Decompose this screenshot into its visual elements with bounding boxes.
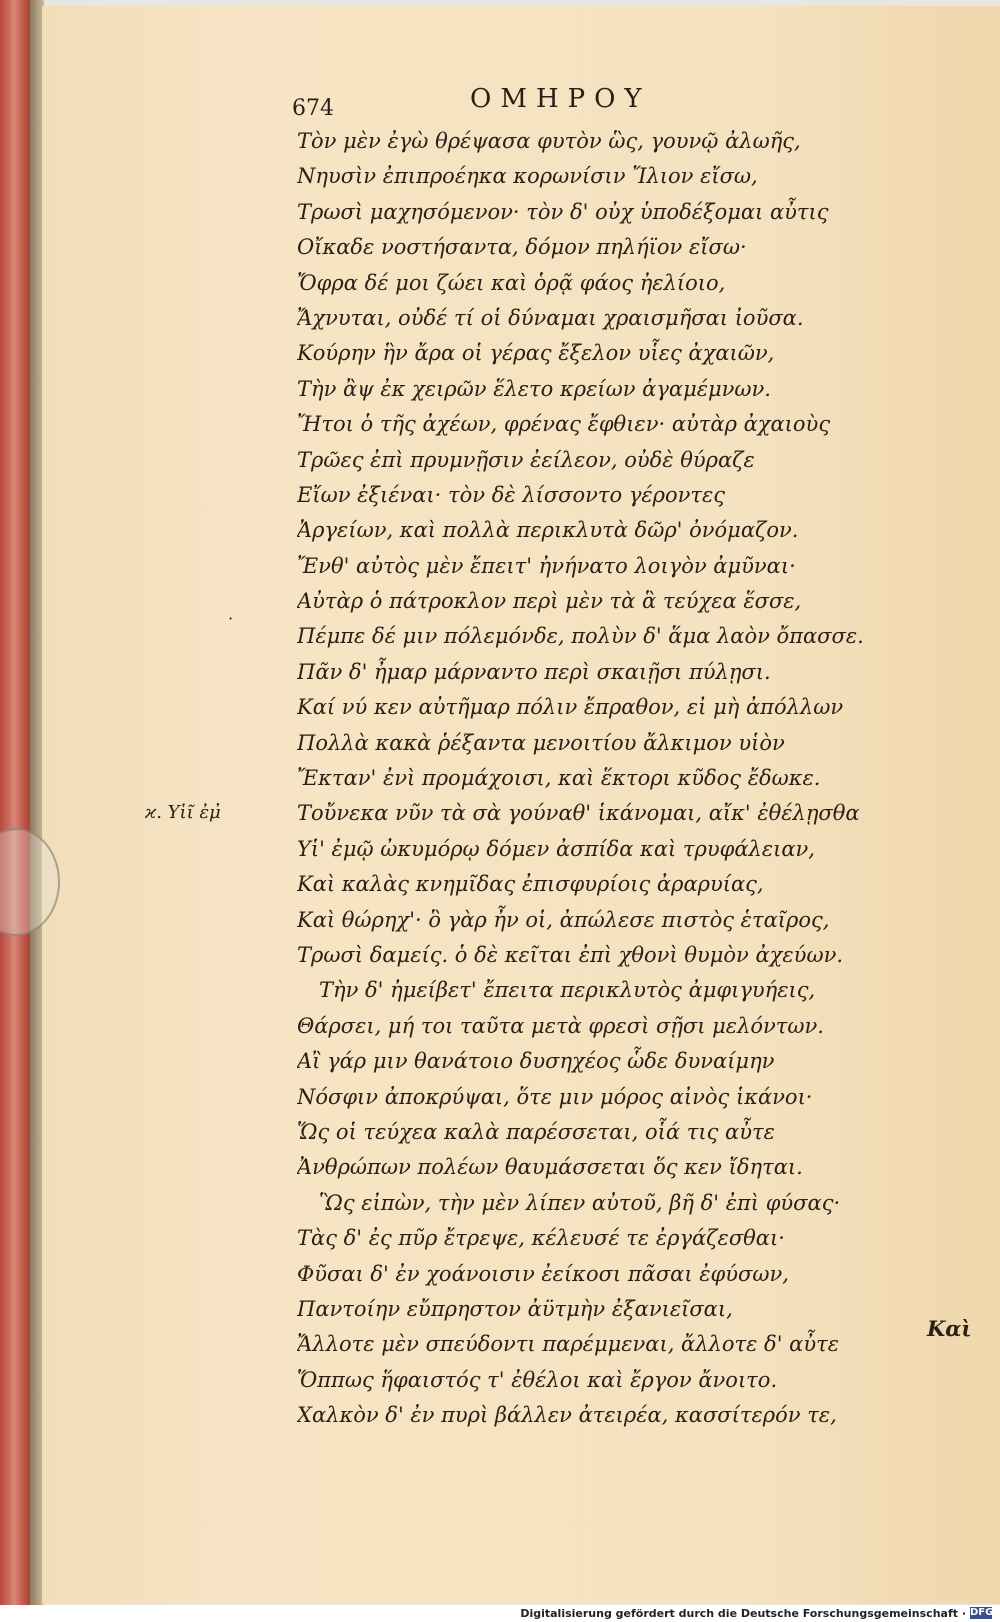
verse-line: Πᾶν δ' ἦμαρ μάρναντο περὶ σκαιῇσι πύλῃσι. <box>297 659 771 684</box>
book-edge <box>0 0 30 1605</box>
verse-line: Παντοίην εὔπρηστον ἀϋτμὴν ἐξανιεῖσαι, <box>297 1296 733 1321</box>
footer-credit: Digitalisierung gefördert durch die Deutsche Forschungsgemeinschaft · <box>520 1607 966 1620</box>
book-page <box>42 6 1000 1604</box>
verse-line: Πέμπε δέ μιν πόλεμόνδε, πολὺν δ' ἅμα λαὸν ὄπασσε. <box>297 624 864 649</box>
verse-line: Καί νύ κεν αὐτῆμαρ πόλιν ἔπραθον, εἰ μὴ ἀπόλλων <box>297 695 844 720</box>
verse-line: Οἴκαδε νοστήσαντα, δόμον πηλήϊον εἴσω· <box>297 235 747 260</box>
running-head: ΟΜΗΡΟΥ <box>470 84 651 114</box>
verse-line: Ἔκταν' ἐνὶ προμάχοισι, καὶ ἕκτορι κῦδος ἔδωκε. <box>297 766 821 791</box>
margin-note: ϰ. Υἱῖ ἐμ̓ <box>145 802 221 823</box>
verse-line: Ὄφρα δέ μοι ζώει καὶ ὁρᾷ φάος ἠελίοιο, <box>297 270 726 295</box>
verse-line: Τὴν ἂψ ἐκ χειρῶν ἕλετο κρείων ἀγαμέμνων. <box>297 376 771 401</box>
verse-line: Τρῶες ἐπὶ πρυμνῇσιν ἐείλεον, οὐδὲ θύραζε <box>297 447 755 472</box>
verse-line: Ὥς οἱ τεύχεα καλὰ παρέσσεται, οἷά τις αὖτε <box>297 1119 775 1144</box>
verse-line: Ἀργείων, καὶ πολλὰ περικλυτὰ δῶρ' ὀνόμαζον. <box>297 518 799 543</box>
verse-line: Τὸν μὲν ἐγὼ θρέψασα φυτὸν ὣς, γουνῷ ἀλωῆς, <box>297 129 801 153</box>
page-number: 674 <box>292 96 334 121</box>
verse-line: Τρωσὶ μαχησόμενον· τὸν δ' οὐχ ὑποδέξομαι αὖτις <box>297 199 829 224</box>
verse-line: Αἲ γάρ μιν θανάτοιο δυσηχέος ὧδε δυναίμην <box>297 1049 775 1074</box>
page-header <box>292 84 892 124</box>
verse-line: Ἄχνυται, οὐδέ τί οἱ δύναμαι χραισμῆσαι ἰοῦσα. <box>297 305 804 330</box>
verse-line: Ἄλλοτε μὲν σπεύδοντι παρέμμεναι, ἄλλοτε δ' αὖτε <box>297 1332 839 1357</box>
verse-line: Θάρσει, μή τοι ταῦτα μετὰ φρεσὶ σῇσι μελόντων. <box>297 1013 824 1038</box>
verse-line: Καὶ καλὰς κνημῖδας ἐπισφυρίοις ἀραρυίας, <box>297 872 764 897</box>
verse-line: Τρωσὶ δαμείς. ὁ δὲ κεῖται ἐπὶ χθονὶ θυμὸν ἀχεύων. <box>297 942 844 967</box>
verse-line: Τὰς δ' ἐς πῦρ ἔτρεψε, κέλευσέ τε ἐργάζεσθαι· <box>297 1226 785 1251</box>
verse-line: Κούρην ἣν ἄρα οἱ γέρας ἔξελον υἷες ἀχαιῶν, <box>297 341 775 366</box>
verse-line: Φῦσαι δ' ἐν χοάνοισιν ἐείκοσι πᾶσαι ἐφύσων, <box>297 1261 789 1286</box>
verse-line: Ὅππως ἥφαιστός τ' ἐθέλοι καὶ ἔργον ἄνοιτο. <box>297 1367 778 1392</box>
margin-dot: · <box>228 609 234 628</box>
verse-line: Ἤτοι ὁ τῆς ἀχέων, φρένας ἔφθιεν· αὐτὰρ ἀχαιοὺς <box>297 412 831 437</box>
show-through-text-left <box>152 891 302 1071</box>
verse-line: Ἔνθ' αὐτὸς μὲν ἔπειτ' ἠνήνατο λοιγὸν ἀμῦναι· <box>297 553 796 578</box>
verse-line: Καὶ θώρηχ'· ὃ γὰρ ἦν οἱ, ἀπώλεσε πιστὸς ἑταῖρος, <box>297 907 830 932</box>
verse-line: Υἱ' ἐμῷ ὠκυμόρῳ δόμεν ἀσπίδα καὶ τρυφάλειαν, <box>297 836 815 861</box>
verse-block <box>297 124 937 1433</box>
verse-line: Νηυσὶν ἐπιπροέηκα κορωνίσιν Ἴλιον εἴσω, <box>297 164 758 189</box>
verse-line: Εἴων ἐξιέναι· τὸν δὲ λίσσοντο γέροντες <box>297 482 726 507</box>
verse-line: Πολλὰ κακὰ ῥέξαντα μενοιτίου ἄλκιμον υἱὸν <box>297 730 785 755</box>
verse-line: Τοὔνεκα νῦν τὰ σὰ γούναθ' ἱκάνομαι, αἴκ' ἐθέλῃσθα <box>297 801 860 826</box>
verse-line: Χαλκὸν δ' ἐν πυρὶ βάλλεν ἀτειρέα, κασσίτερόν τε, <box>297 1403 837 1428</box>
catchword: Καὶ <box>927 1316 972 1341</box>
verse-line: Αὐτὰρ ὁ πάτροκλον περὶ μὲν τὰ ἃ τεύχεα ἕσσε, <box>297 589 802 614</box>
dfg-logo: DFG <box>970 1607 994 1618</box>
verse-line: Ἀνθρώπων πολέων θαυμάσσεται ὅς κεν ἴδηται. <box>297 1155 803 1180</box>
verse-line: Τὴν δ' ἠμείβετ' ἔπειτα περικλυτὸς ἀμφιγυήεις, <box>319 978 816 1003</box>
verse-line: Ὣς εἰπὼν, τὴν μὲν λίπεν αὐτοῦ, βῆ δ' ἐπὶ φύσας· <box>319 1190 841 1215</box>
verse-line: Νόσφιν ἀποκρύψαι, ὅτε μιν μόρος αἰνὸς ἱκάνοι· <box>297 1084 813 1109</box>
